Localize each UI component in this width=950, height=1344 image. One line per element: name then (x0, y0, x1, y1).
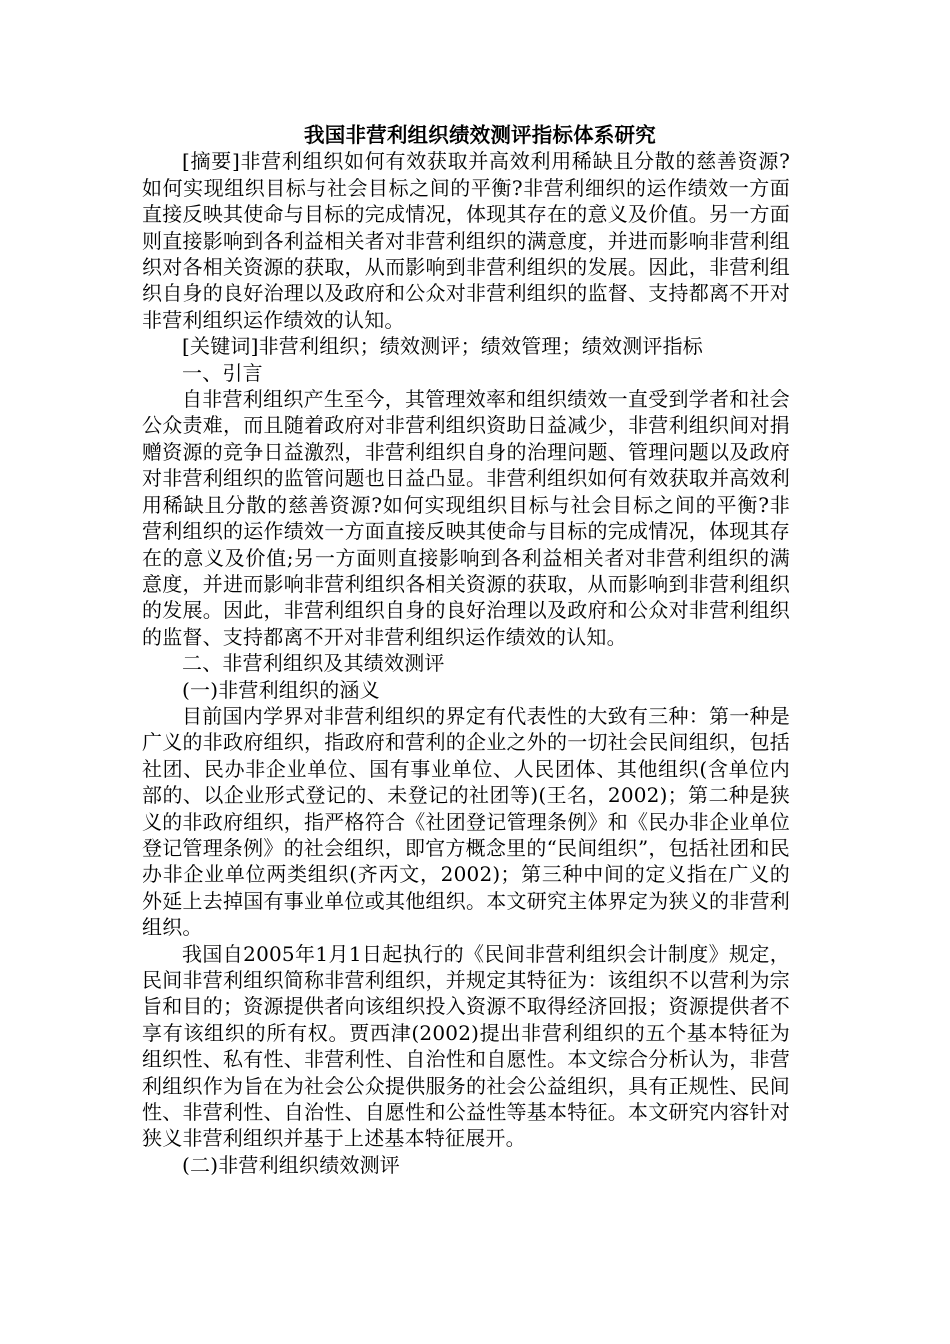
keywords-line: [关键词]非营利组织；绩效测评；绩效管理；绩效测评指标 (182, 334, 704, 359)
subsection-heading-performance-evaluation: (二)非营利组织绩效测评 (182, 1152, 401, 1177)
section-heading-introduction: 一、引言 (182, 360, 263, 385)
introduction-paragraph: 自非营利组织产生至今，其管理效率和组织绩效一直受到学者和社会公众责难，而且随着政府对非营利组织资助日益减少，非营利组织间对捐赠资源的竞争日益激烈，非营利组织自身的治理问题、管理问题以及政府对非营利组织的监管问题也日益凸显。非营利组织如何有效获取并高效利用稀缺且分散的慈善资源?如何实现组织目标与社会目标之间的平衡?非营利组织的运作绩效一方面直接反映其使命与目标的完成情况，体现其存在的意义及价值;另一方面则直接影响到各利益相关者对非营利组织的满意度，并进而影响非营利组织各相关资源的获取，从而影响到非营利组织的发展。因此，非营利组织自身的良好治理以及政府和公众对非营利组织的监督、支持都离不开对非营利组织运作绩效的认知。 (142, 387, 790, 649)
document-page (142, 122, 790, 1178)
definition-paragraph: 目前国内学界对非营利组织的界定有代表性的大致有三种：第一种是广义的非政府组织，指政府和营利的企业之外的一切社会民间组织，包括社团、民办非企业单位、国有事业单位、人民团体、其他组织(含单位内部的、以企业形式登记的、未登记的社团等)(王名，2002)；第二种是狭义的非政府组织，指严格符合《社团登记管理条例》和《民办非企业单位登记管理条例》的社会组织，即官方概念里的“民间组织”，包括社团和民办非企业单位两类组织(齐丙文，2002)；第三种中间的定义指在广义的外延上去掉国有事业单位或其他组织。本文研究主体界定为狭义的非营利组织。 (142, 703, 790, 940)
document-title: 我国非营利组织绩效测评指标体系研究 (304, 123, 656, 147)
subsection-heading-definition: (一)非营利组织的涵义 (182, 677, 380, 702)
characteristics-paragraph: 我国自2005年1月1日起执行的《民间非营利组织会计制度》规定，民间非营利组织简称非营利组织，并规定其特征为：该组织不以营利为宗旨和目的；资源提供者向该组织投入资源不取得经济回报；资源提供者不享有该组织的所有权。贾西津(2002)提出非营利组织的五个基本特征为组织性、私有性、非营利性、自治性和自愿性。本文综合分析认为，非营利组织作为旨在为社会公众提供服务的社会公益组织，具有正规性、民间性、非营利性、自治性、自愿性和公益性等基本特征。本文研究内容针对狭义非营利组织并基于上述基本特征展开。 (142, 941, 790, 1151)
section-heading-nonprofit-performance: 二、非营利组织及其绩效测评 (182, 651, 445, 676)
abstract-paragraph: [摘要]非营利组织如何有效获取并高效利用稀缺且分散的慈善资源?如何实现组织目标与社会目标之间的平衡?非营利细织的运作绩效一方面直接反映其使命与目标的完成情况，体现其存在的意义及价值。另一方面则直接影响到各利益相关者对非营利组织的满意度，并进而影响非营利组织对各相关资源的获取，从而影响到非营利组织的发展。因此，非营利组织自身的良好治理以及政府和公众对非营利组织的监督、支持都离不开对非营利组织运作绩效的认知。 (142, 149, 790, 332)
